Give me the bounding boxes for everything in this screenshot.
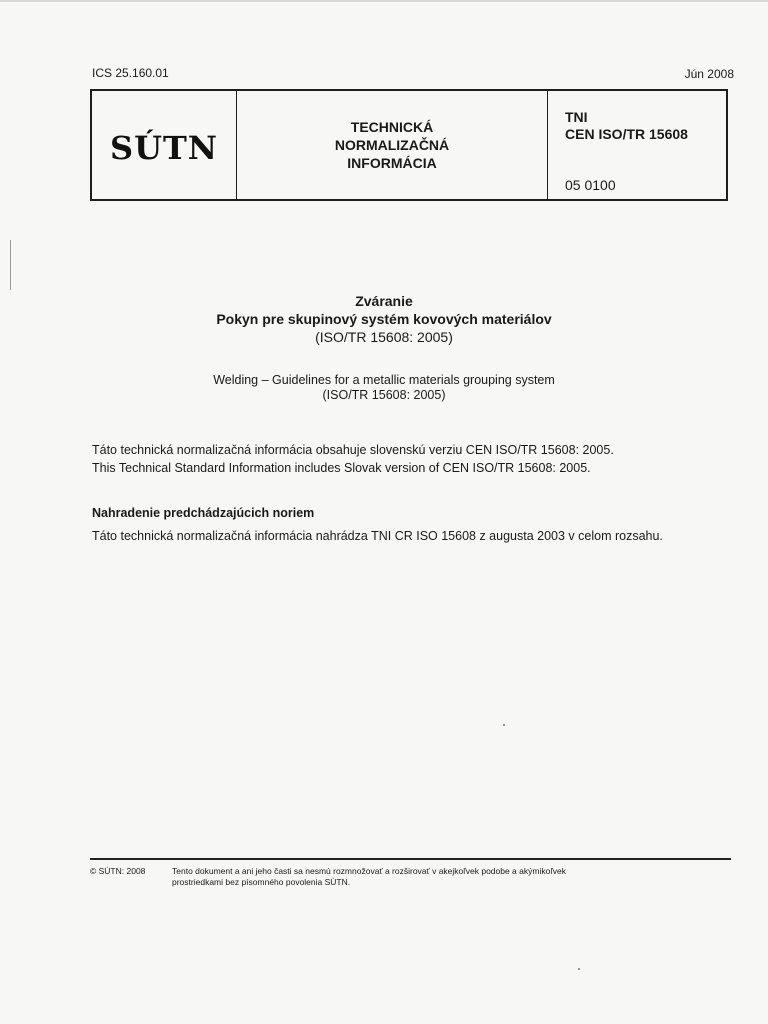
doc-id-line: TNI [565, 109, 588, 125]
scan-edge [0, 0, 768, 2]
english-title-reference: (ISO/TR 15608: 2005) [322, 388, 446, 402]
document-title [0, 292, 768, 346]
doc-type-line: INFORMÁCIA [347, 155, 437, 171]
english-title-line: Welding – Guidelines for a metallic materials grouping system [213, 373, 555, 387]
sutn-logo: SÚTN [109, 129, 219, 167]
footer-notice-line: prostriedkami bez písomného povolenia SÚTN. [172, 877, 351, 887]
class-code: 05 0100 [565, 177, 616, 193]
scan-speck [578, 968, 580, 970]
footer-notice [172, 866, 692, 888]
ics-code: ICS 25.160.01 [92, 66, 169, 80]
scan-speck [503, 724, 505, 726]
footer-copyright: © SÚTN: 2008 [90, 866, 146, 876]
version-statement [92, 441, 614, 477]
title-line: Zváranie [355, 293, 413, 309]
english-title [0, 373, 768, 403]
doc-id-cell [548, 91, 726, 199]
doc-id-line: CEN ISO/TR 15608 [565, 126, 688, 142]
title-reference: (ISO/TR 15608: 2005) [315, 329, 453, 345]
logo-cell [92, 91, 237, 199]
replacement-heading: Nahradenie predchádzajúcich noriem [92, 506, 315, 520]
scan-mark [10, 240, 11, 290]
doc-type-line: NORMALIZAČNÁ [334, 137, 450, 153]
replacement-text: Táto technická normalizačná informácia nahrádza TNI CR ISO 15608 z augusta 2003 v celom rozsahu. [92, 529, 663, 543]
footer-notice-line: Tento dokument a ani jeho časti sa nesmú rozmnožovať a rozširovať v akejkoľvek podobe a akýmikoľvek [172, 866, 567, 876]
header-table [90, 89, 728, 201]
footer-divider [90, 858, 731, 860]
version-statement-en: This Technical Standard Information includes Slovak version of CEN ISO/TR 15608: 2005. [92, 461, 591, 475]
version-statement-sk: Táto technická normalizačná informácia obsahuje slovenskú verziu CEN ISO/TR 15608: 2005. [92, 443, 614, 457]
doc-type-line: TECHNICKÁ [350, 119, 434, 135]
doc-type-cell [237, 91, 548, 199]
publication-date: Jún 2008 [684, 67, 734, 81]
title-line: Pokyn pre skupinový systém kovových materiálov [216, 311, 552, 327]
